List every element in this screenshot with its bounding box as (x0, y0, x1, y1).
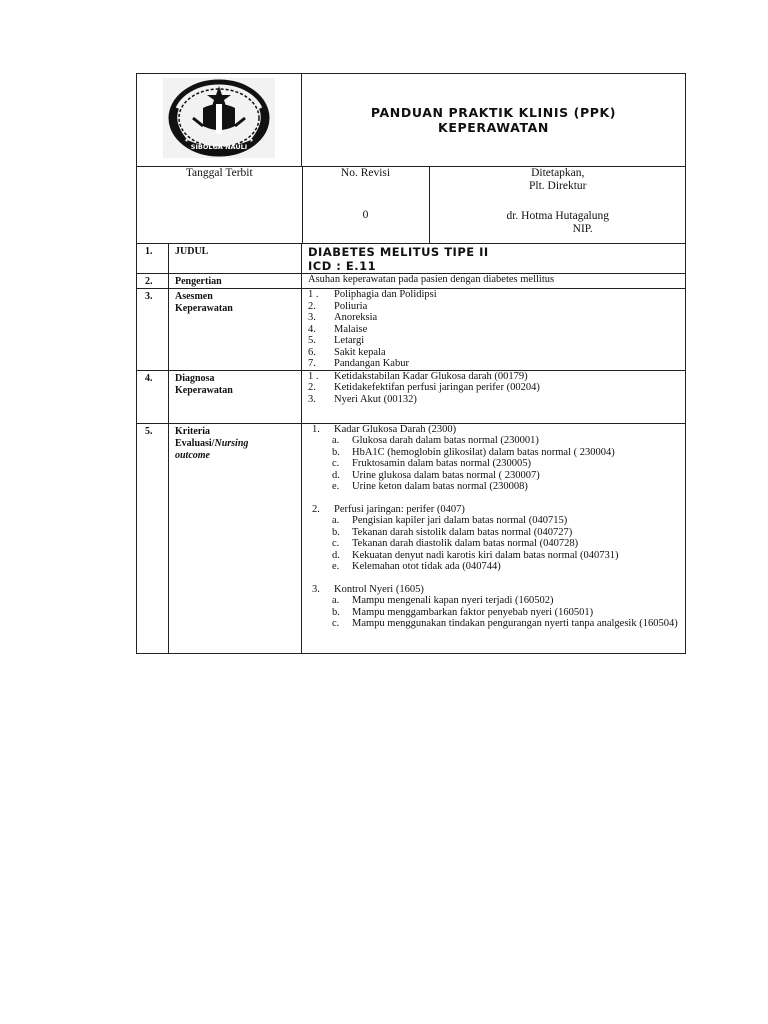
list-item (308, 347, 685, 359)
list-item (308, 324, 685, 336)
outcome-indicators (308, 435, 685, 493)
indicator-item (308, 538, 685, 550)
outcome-number: 1. (312, 423, 320, 435)
logo-cell (137, 74, 302, 167)
indicator-text: Tekanan darah diastolik dalam batas normal (040728) (352, 538, 579, 549)
director-name: dr. Hotma Hutagalung (506, 210, 610, 222)
indicator-item (308, 527, 685, 539)
item-text: Pandangan Kabur (334, 358, 409, 369)
item-text: Ketidakstabilan Kadar Glukosa darah (00179) (334, 370, 528, 382)
document-title (302, 74, 686, 167)
item-number: 7. (308, 358, 316, 369)
outcome-number: 2. (312, 503, 320, 515)
indicator-item (308, 447, 685, 459)
indicator-item (308, 550, 685, 562)
judul-line-2: ICD : E.11 (308, 259, 377, 273)
list-item (308, 371, 685, 383)
item-number: 3. (308, 312, 316, 323)
indicator-text: HbA1C (hemoglobin glikosilat) dalam batas normal ( 230004) (352, 446, 615, 458)
ditetapkan-cell (429, 167, 686, 243)
ditetapkan-line-2: Plt. Direktur (529, 180, 587, 192)
nip-label: NIP. (572, 223, 593, 235)
revisi-value: 0 (362, 209, 369, 221)
row-label: Kriteria Evaluasi/Nursing outcome (169, 423, 302, 653)
item-number: 5. (308, 335, 316, 346)
indicator-letter: b. (332, 446, 340, 458)
list-item (308, 289, 685, 301)
indicator-text: Urine keton dalam batas normal (230008) (352, 481, 528, 492)
indicator-item (308, 435, 685, 447)
revisi-cell (302, 167, 429, 243)
indicator-letter: d. (332, 469, 340, 481)
outcome-title: Kontrol Nyeri (1605) (334, 583, 424, 595)
outcome-group (308, 504, 685, 573)
row-number: 3. (137, 289, 169, 371)
item-text: Nyeri Akut (00132) (334, 393, 417, 405)
item-text: Sakit kepala (334, 346, 386, 358)
outcome-number: 3. (312, 583, 320, 595)
indicator-text: Fruktosamin dalam batas normal (230005) (352, 458, 532, 469)
indicator-letter: a. (332, 595, 340, 606)
outcome-group (308, 424, 685, 493)
row-label: Pengertian (169, 274, 302, 289)
pengertian-value: Asuhan keperawatan pada pasien dengan diabetes mellitus (302, 274, 686, 289)
kriteria-groups (308, 424, 685, 630)
header-row (137, 74, 686, 167)
indicator-letter: e. (332, 561, 340, 572)
indicator-letter: c. (332, 538, 340, 549)
indicator-text: Mampu menggambarkan faktor penyebab nyeri (160501) (352, 606, 594, 618)
indicator-text: Tekanan darah sistolik dalam batas normal (040727) (352, 526, 573, 538)
item-text: Anoreksia (334, 312, 378, 323)
outcome-indicators (308, 515, 685, 573)
item-number: 6. (308, 346, 316, 358)
indicator-letter: c. (332, 618, 340, 629)
indicator-text: Mampu mengenali kapan nyeri terjadi (160502) (352, 595, 554, 606)
item-number: 2. (308, 300, 316, 312)
asesmen-list-cell (302, 289, 686, 371)
indicator-item (308, 458, 685, 470)
indicator-letter: a. (332, 435, 340, 446)
indicator-item (308, 595, 685, 607)
indicator-item (308, 618, 685, 630)
indicator-item (308, 470, 685, 482)
row-kriteria (137, 423, 686, 653)
row-label: JUDUL (169, 244, 302, 274)
outcome-title: Kadar Glukosa Darah (2300) (334, 423, 457, 435)
indicator-letter: c. (332, 458, 340, 469)
outcome-heading (308, 424, 685, 436)
item-text: Ketidakefektifan perfusi jaringan perifer (00204) (334, 382, 540, 393)
indicator-text: Glukosa darah dalam batas normal (230001) (352, 435, 539, 446)
indicator-text: Kelemahan otot tidak ada (040744) (352, 561, 501, 572)
list-item (308, 358, 685, 370)
row-number: 4. (137, 370, 169, 423)
row-asesmen (137, 289, 686, 371)
indicator-letter: a. (332, 515, 340, 526)
judul-value (302, 244, 686, 274)
asesmen-list (308, 289, 685, 370)
item-text: Letargi (334, 335, 365, 346)
hospital-emblem-logo (163, 78, 275, 158)
judul-line-1: DIABETES MELITUS TIPE II (308, 245, 489, 259)
item-text: Malaise (334, 323, 368, 335)
outcome-heading (308, 504, 685, 516)
item-text: Poliuria (334, 300, 368, 312)
diagnosa-list (308, 371, 685, 406)
diagnosa-list-cell (302, 370, 686, 423)
row-label: Diagnosa Keperawatan (169, 370, 302, 423)
row-number: 2. (137, 274, 169, 289)
row-diagnosa (137, 370, 686, 423)
ditetapkan-line-1: Ditetapkan, (531, 167, 585, 179)
svg-text:SIBOLGA NAULI: SIBOLGA NAULI (190, 142, 248, 151)
list-item (308, 312, 685, 324)
kriteria-cell (302, 423, 686, 653)
item-text: Poliphagia dan Polidipsi (334, 289, 437, 300)
indicator-text: Mampu menggunakan tindakan pengurangan nyerti tanpa analgesik (160504) (352, 618, 678, 629)
indicator-letter: e. (332, 481, 340, 492)
row-judul (137, 244, 686, 274)
indicator-item (308, 561, 685, 573)
outcome-title: Perfusi jaringan: perifer (0407) (334, 503, 465, 515)
indicator-item (308, 515, 685, 527)
row-number: 5. (137, 423, 169, 653)
item-number: 1 . (308, 289, 319, 300)
indicator-text: Kekuatan denyut nadi karotis kiri dalam batas normal (040731) (352, 549, 619, 561)
revisi-label: No. Revisi (340, 167, 391, 179)
tanggal-terbit-cell (137, 167, 302, 243)
item-number: 4. (308, 323, 316, 335)
tanggal-terbit-label: Tanggal Terbit (185, 167, 253, 179)
row-label: Asesmen Keperawatan (169, 289, 302, 371)
indicator-letter: b. (332, 606, 340, 618)
item-number: 1 . (308, 370, 319, 382)
indicator-item (308, 481, 685, 493)
meta-row (137, 167, 686, 244)
indicator-text: Pengisian kapiler jari dalam batas normal (040715) (352, 515, 568, 526)
outcome-indicators (308, 595, 685, 630)
item-number: 3. (308, 393, 316, 405)
list-item (308, 301, 685, 313)
outcome-group (308, 584, 685, 630)
meta-table (137, 167, 686, 243)
title-line-2: KEPERAWATAN (438, 120, 549, 135)
indicator-letter: d. (332, 549, 340, 561)
title-line-1: PANDUAN PRAKTIK KLINIS (PPK) (370, 105, 617, 120)
list-item (308, 394, 685, 406)
list-item (308, 335, 685, 347)
outcome-heading (308, 584, 685, 596)
row-pengertian (137, 274, 686, 289)
ppk-table (136, 73, 686, 654)
indicator-text: Urine glukosa dalam batas normal ( 230007) (352, 469, 540, 481)
item-number: 2. (308, 382, 316, 393)
row-number: 1. (137, 244, 169, 274)
indicator-item (308, 607, 685, 619)
indicator-letter: b. (332, 526, 340, 538)
list-item (308, 382, 685, 394)
